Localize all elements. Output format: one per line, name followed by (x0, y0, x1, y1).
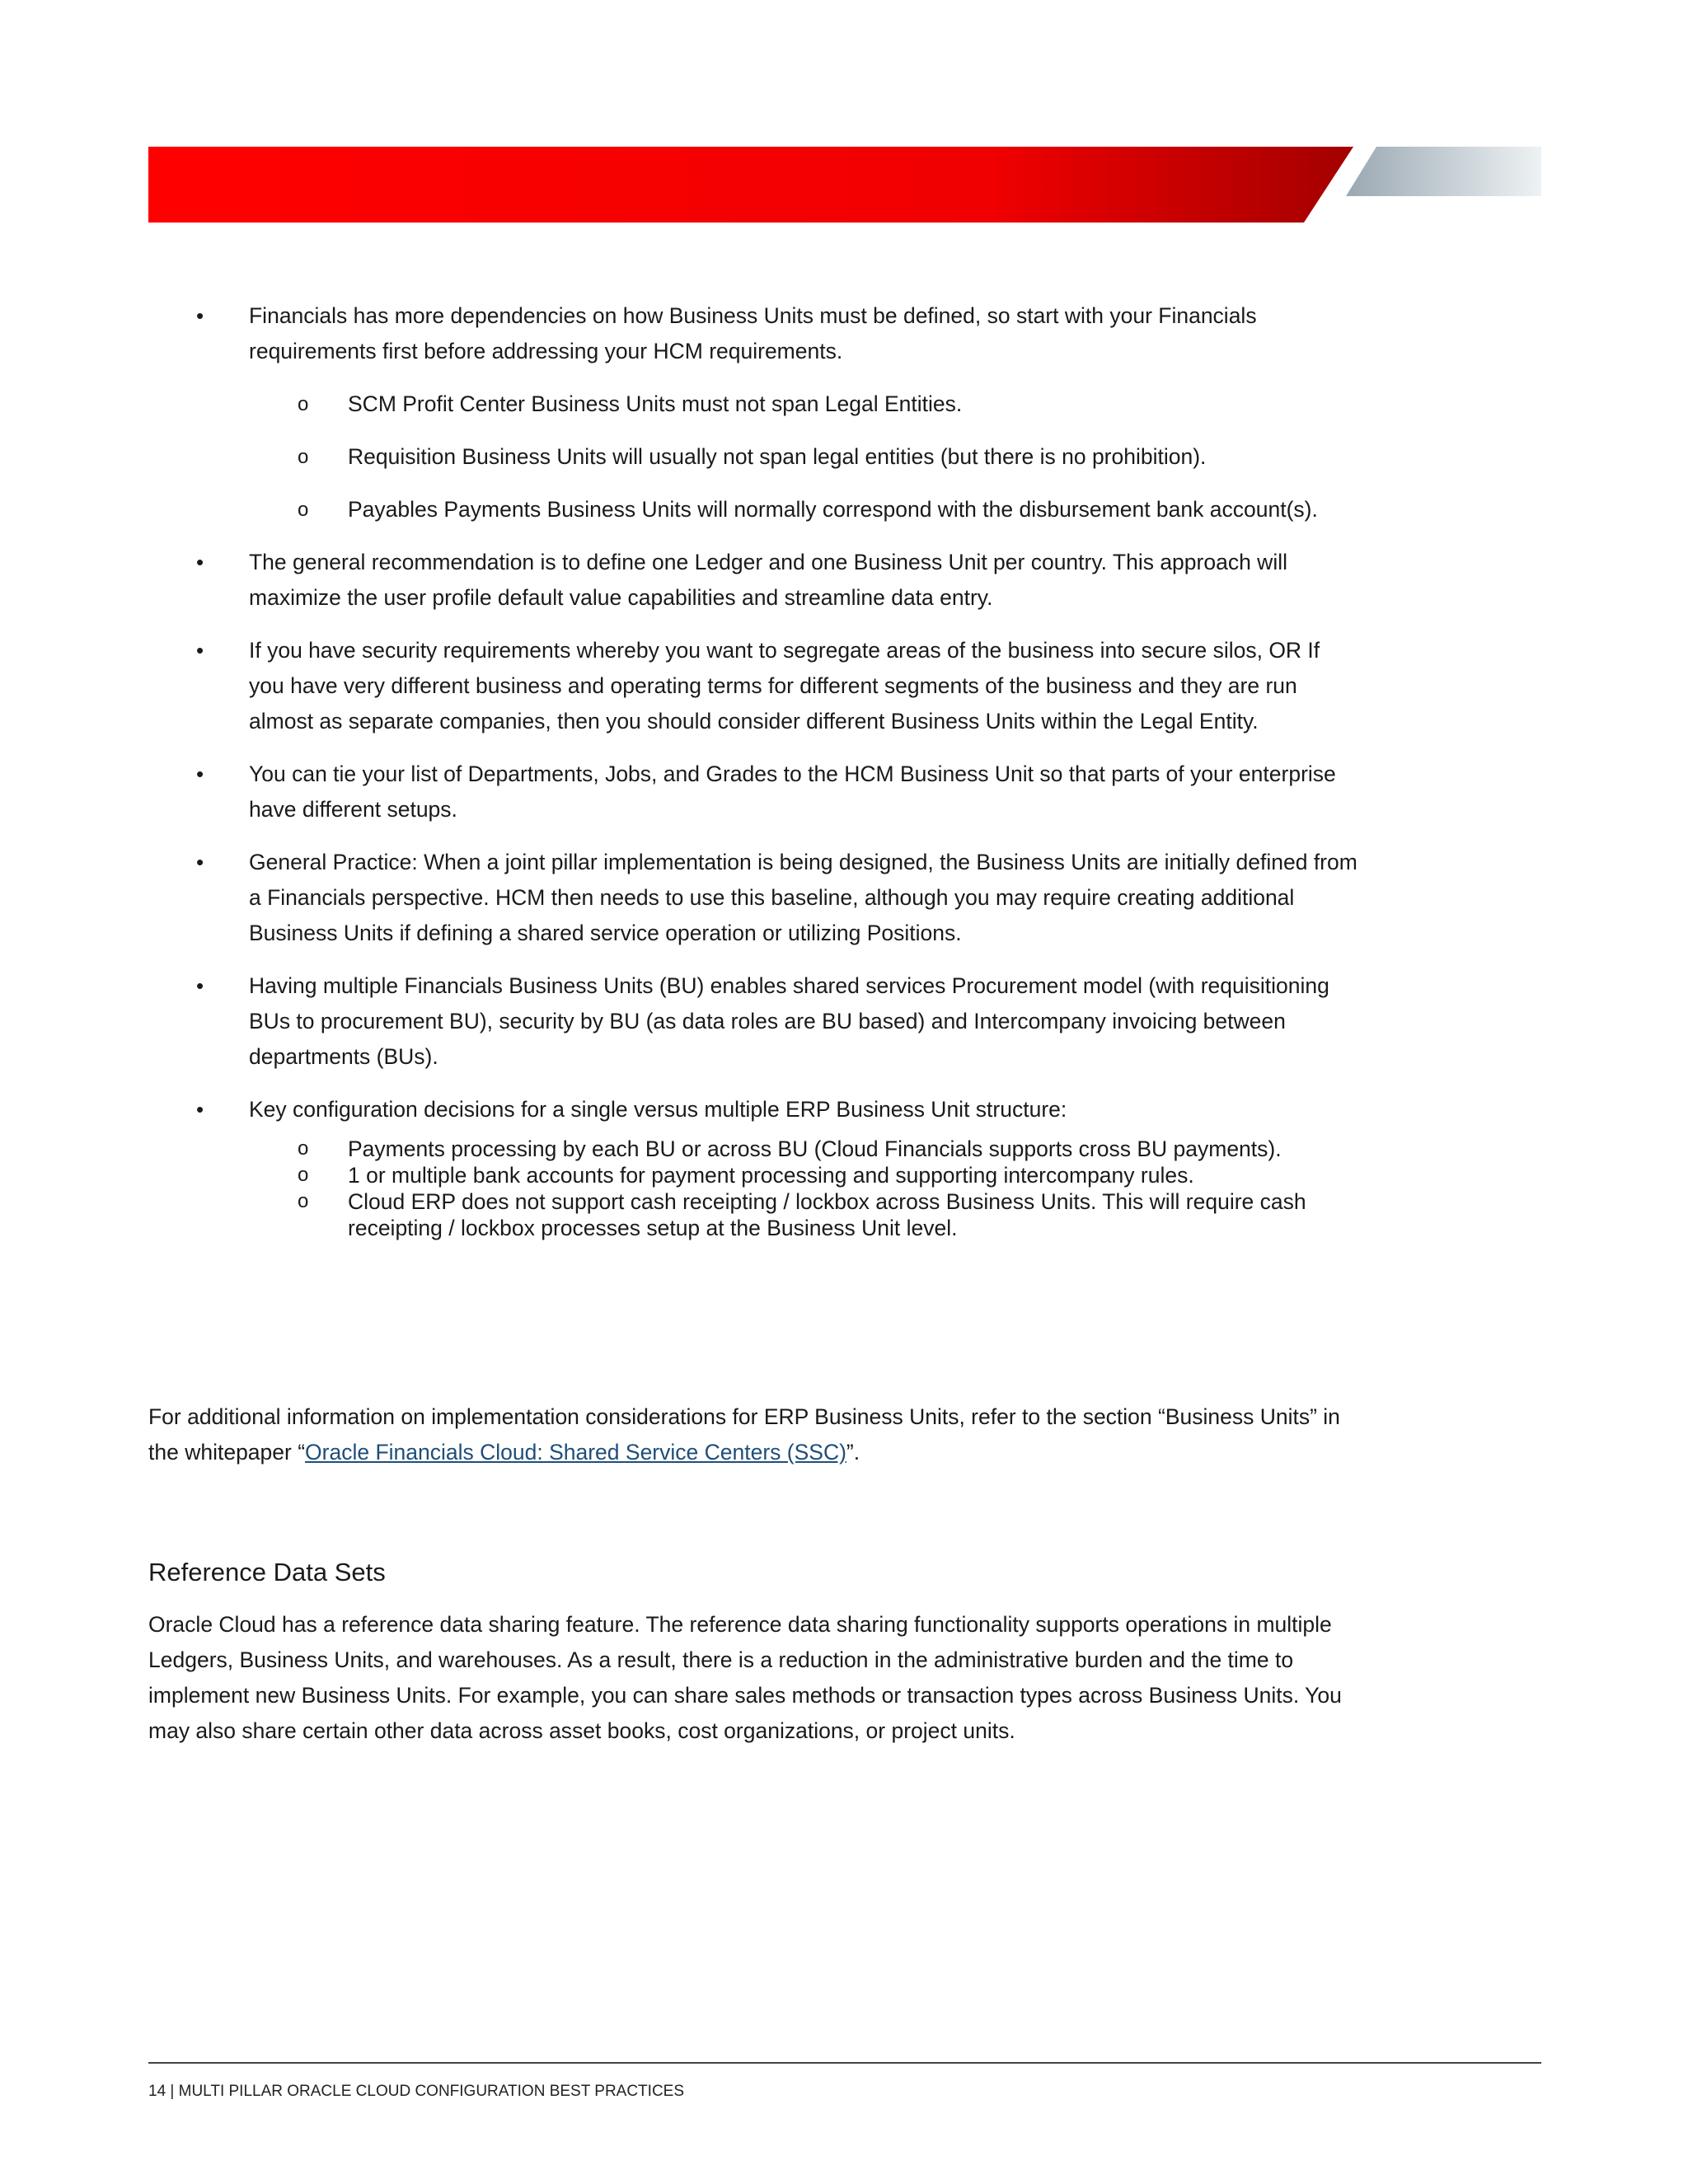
main-content (148, 298, 1360, 1258)
bullet-list (148, 298, 1360, 1241)
sub-item: o SCM Profit Center Business Units must not span Legal Entities. (148, 387, 1360, 422)
sub-list (148, 1136, 1360, 1241)
additional-info-text: For additional information on implementation considerations for ERP Business Units, refer to the section “Business Units” in the whitepaper “ (148, 1404, 1340, 1465)
banner-red-bar (148, 147, 1353, 223)
bullet-item (148, 757, 1360, 827)
bullet-text: Financials has more dependencies on how Business Units must be defined, so start with your Financials requirements first before addressing your HCM requirements. (249, 303, 1257, 363)
sub-item: o Payments processing by each BU or across BU (Cloud Financials supports cross BU payments). (148, 1136, 1360, 1162)
additional-info-paragraph (148, 1399, 1360, 1470)
sub-list (148, 387, 1360, 527)
bullet-item (148, 968, 1360, 1075)
bullet-item (148, 298, 1360, 527)
page-footer: 14 | MULTI PILLAR ORACLE CLOUD CONFIGURATION BEST PRACTICES (148, 2083, 685, 2100)
header-banner (148, 147, 1541, 223)
bullet-item (148, 1092, 1360, 1241)
section-heading: Reference Data Sets (148, 1558, 386, 1586)
bullet-text: General Practice: When a joint pillar implementation is being designed, the Business Units are initially defined from a Financials perspective. HCM then needs to use this baseline, although you may require creating additional Business Units if defining a shared service operation or utilizing Positions. (249, 850, 1357, 945)
bullet-item (148, 845, 1360, 951)
sub-item: o Requisition Business Units will usually not span legal entities (but there is no prohibition). (148, 439, 1360, 475)
bullet-text: Having multiple Financials Business Units (BU) enables shared services Procurement model (with requisitioning BUs to procurement BU), security by BU (as data roles are BU based) and Intercompany invoicing between departments (BUs). (249, 973, 1329, 1069)
sub-item: o 1 or multiple bank accounts for payment processing and supporting intercompany rules. (148, 1162, 1360, 1188)
sub-item: o Cloud ERP does not support cash receipting / lockbox across Business Units. This will require cash receipting / lockbox processes setup at the Business Unit level. (148, 1188, 1360, 1241)
reference-paragraph: Oracle Cloud has a reference data sharing feature. The reference data sharing functionality supports operations in multiple Ledgers, Business Units, and warehouses. As a result, there is a reduction in the administrative burden and the time to implement new Business Units. For example, you can share sales methods or transaction types across Business Units. You may also share certain other data across asset books, cost organizations, or project units. (148, 1612, 1342, 1743)
bullet-text: If you have security requirements whereby you want to segregate areas of the business into secure silos, OR If you have very different business and operating terms for different segments of the business and they are run almost as separate companies, then you should consider different Business Units within the Legal Entity. (249, 638, 1320, 733)
bullet-text: Key configuration decisions for a single versus multiple ERP Business Unit structure: (249, 1097, 1067, 1122)
whitepaper-link[interactable]: Oracle Financials Cloud: Shared Service Centers (SSC) (305, 1440, 846, 1465)
bullet-text: The general recommendation is to define one Ledger and one Business Unit per country. This approach will maximize the user profile default value capabilities and streamline data entry. (249, 550, 1287, 610)
additional-info-closing: ”. (846, 1440, 860, 1465)
banner-gray-bar (1346, 147, 1541, 196)
bullet-item (148, 633, 1360, 739)
footer-divider (148, 2062, 1541, 2064)
sub-item: o Payables Payments Business Units will normally correspond with the disbursement bank account(s). (148, 492, 1360, 527)
bullet-text: You can tie your list of Departments, Jobs, and Grades to the HCM Business Unit so that parts of your enterprise have different setups. (249, 762, 1336, 822)
bullet-item (148, 545, 1360, 616)
